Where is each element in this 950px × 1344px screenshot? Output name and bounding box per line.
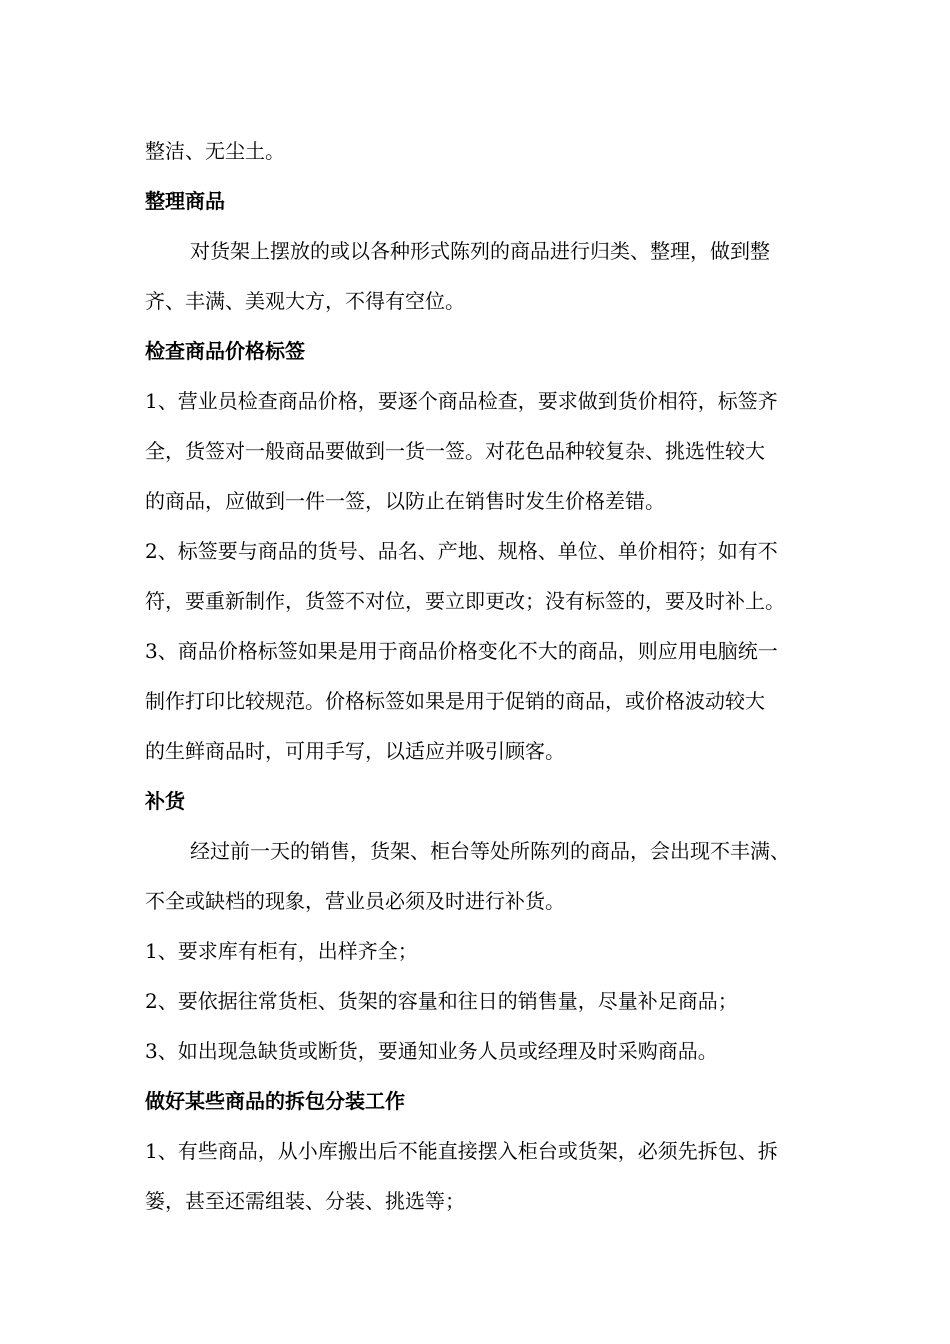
paragraph-line: 1、营业员检查商品价格，要逐个商品检查，要求做到货价相符，标签齐: [145, 389, 778, 413]
paragraph-line: 经过前一天的销售，货架、柜台等处所陈列的商品，会出现不丰满、: [190, 839, 790, 863]
paragraph-line: 2、标签要与商品的货号、品名、产地、规格、单位、单价相符；如有不: [145, 539, 778, 563]
paragraph-line: 3、如出现急缺货或断货，要通知业务人员或经理及时采购商品。: [145, 1039, 718, 1063]
paragraph-line: 齐、丰满、美观大方，不得有空位。: [145, 289, 465, 313]
paragraph-line: 2、要依据往常货柜、货架的容量和往日的销售量，尽量补足商品；: [145, 989, 738, 1013]
paragraph-line: 符，要重新制作，货签不对位，要立即更改；没有标签的，要及时补上。: [145, 589, 785, 613]
paragraph-line: 篓，甚至还需组装、分装、挑选等；: [145, 1189, 465, 1213]
section-heading-unpacking: 做好某些商品的拆包分装工作: [145, 1089, 405, 1113]
paragraph-line: 整洁、无尘土。: [145, 139, 285, 163]
paragraph-line: 对货架上摆放的或以各种形式陈列的商品进行归类、整理，做到整: [190, 239, 770, 263]
paragraph-line: 的商品，应做到一件一签，以防止在销售时发生价格差错。: [145, 489, 665, 513]
paragraph-line: 1、有些商品，从小库搬出后不能直接摆入柜台或货架，必须先拆包、拆: [145, 1139, 778, 1163]
paragraph-line: 1、要求库有柜有，出样齐全；: [145, 939, 418, 963]
paragraph-line: 的生鲜商品时，可用手写，以适应并吸引顾客。: [145, 739, 565, 763]
paragraph-line: 不全或缺档的现象，营业员必须及时进行补货。: [145, 889, 565, 913]
section-heading-restock: 补货: [145, 789, 185, 813]
paragraph-line: 制作打印比较规范。价格标签如果是用于促销的商品，或价格波动较大: [145, 689, 765, 713]
section-heading-price-tags: 检查商品价格标签: [145, 339, 305, 363]
paragraph-line: 全，货签对一般商品要做到一货一签。对花色品种较复杂、挑选性较大: [145, 439, 765, 463]
paragraph-line: 3、商品价格标签如果是用于商品价格变化不大的商品，则应用电脑统一: [145, 639, 778, 663]
section-heading-organize-goods: 整理商品: [145, 189, 225, 213]
